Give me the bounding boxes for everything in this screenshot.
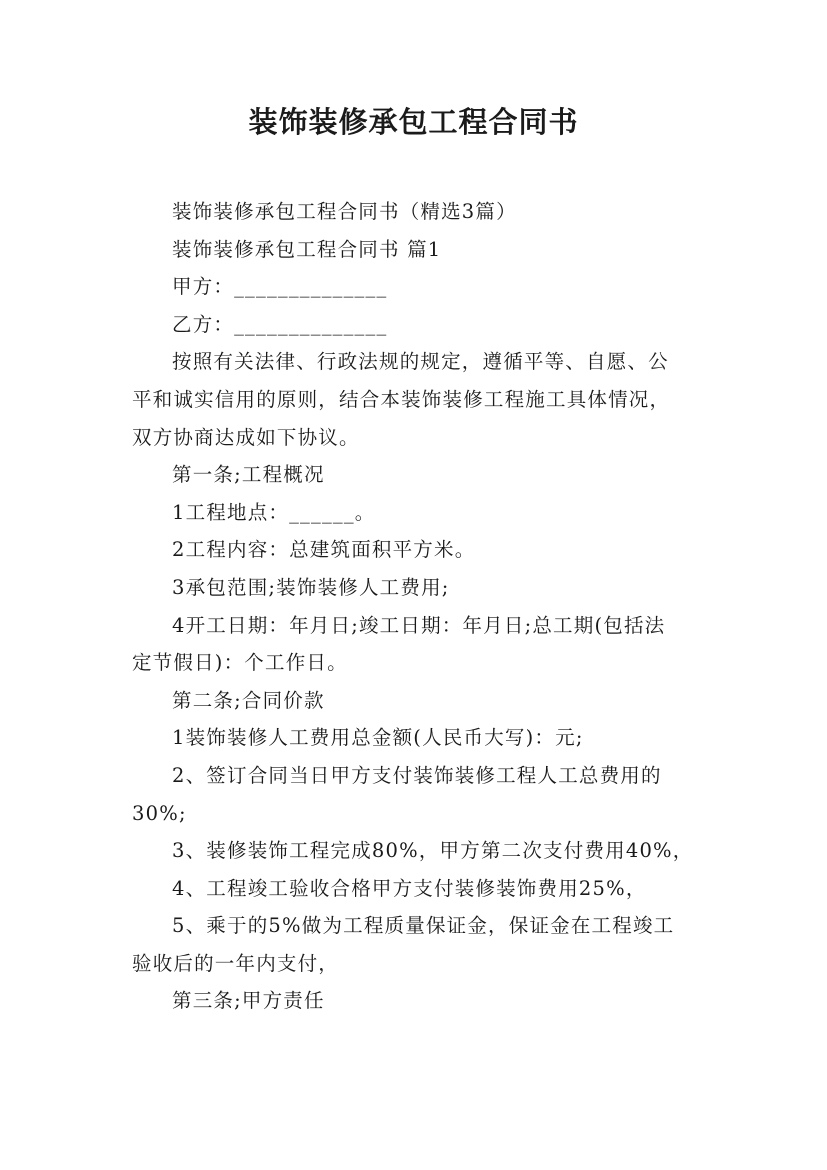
clause-line: 2工程内容：总建筑面积平方米。 (172, 538, 476, 562)
clause-line: 1工程地点：______。 (172, 500, 376, 524)
paragraph-line: 按照有关法律、行政法规的规定，遵循平等、自愿、公 (172, 350, 669, 374)
paragraph-line: 双方协商达成如下协议。 (132, 425, 360, 449)
clause-line: 3承包范围;装饰装修人工费用; (172, 575, 450, 599)
clause-line: 2、签订合同当日甲方支付装饰装修工程人工总费用的 (172, 763, 662, 787)
party-a-line: 甲方：______________ (172, 275, 388, 299)
clause-line: 定节假日)：个工作日。 (132, 651, 348, 675)
article-heading: 第一条;工程概况 (172, 463, 325, 487)
section-heading-line: 装饰装修承包工程合同书 篇1 (172, 237, 442, 261)
paragraph-line: 平和诚实信用的原则，结合本装饰装修工程施工具体情况， (132, 387, 671, 411)
clause-line: 4、工程竣工验收合格甲方支付装修装饰费用25%， (172, 876, 647, 900)
article-heading: 第二条;合同价款 (172, 688, 325, 712)
clause-line: 5、乘于的5%做为工程质量保证金，保证金在工程竣工 (172, 914, 675, 938)
document-title: 装饰装修承包工程合同书 (248, 105, 579, 139)
clause-line: 4开工日期：年月日;竣工日期：年月日;总工期(包括法 (172, 613, 666, 637)
clause-line: 验收后的一年内支付， (132, 951, 340, 975)
document-body (132, 193, 712, 1020)
clause-line: 1装饰装修人工费用总金额(人民币大写)：元; (172, 726, 584, 750)
party-b-line: 乙方：______________ (172, 312, 388, 336)
subtitle-line: 装饰装修承包工程合同书（精选3篇） (172, 200, 517, 223)
clause-line: 3、装修装饰工程完成80%，甲方第二次支付费用40%， (172, 839, 694, 863)
article-heading: 第三条;甲方责任 (172, 989, 325, 1013)
clause-line: 30%; (132, 801, 187, 825)
